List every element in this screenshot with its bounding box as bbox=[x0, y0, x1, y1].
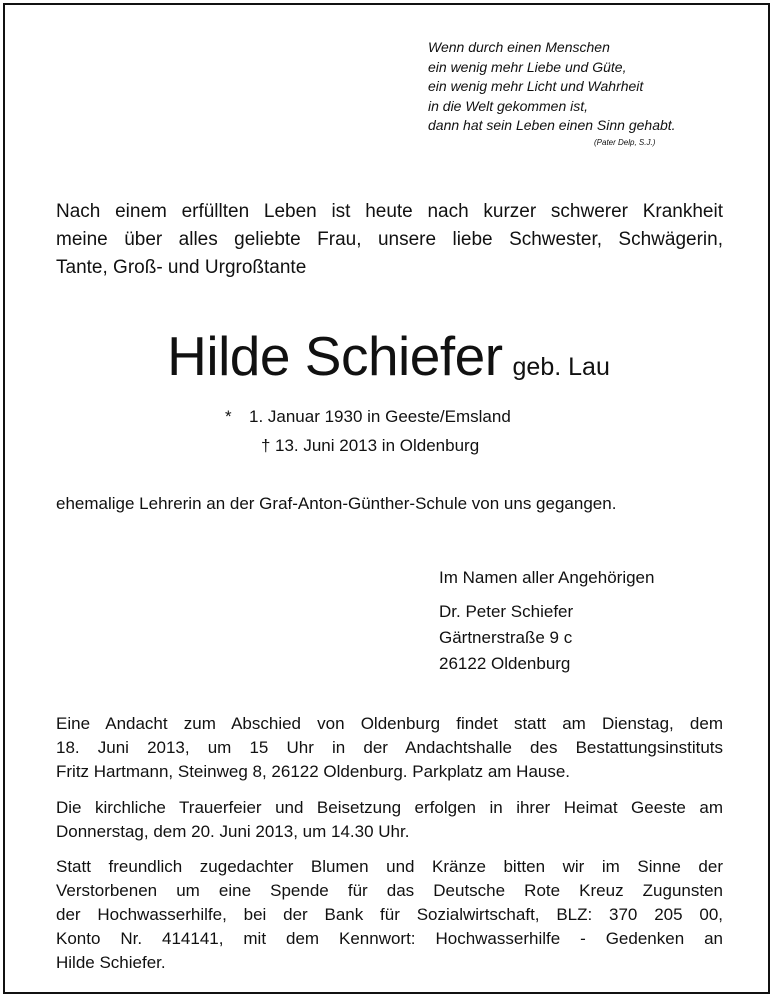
motto-line: ein wenig mehr Licht und Wahrheit bbox=[428, 78, 644, 94]
intro-paragraph bbox=[56, 198, 723, 282]
motto-line: Wenn durch einen Menschen bbox=[428, 39, 610, 55]
maiden-name: geb. Lau bbox=[512, 353, 610, 381]
notice-line: Verstorbenen um eine Spende für das Deutsche Rote Kreuz Zugunsten bbox=[56, 881, 723, 900]
intro-line: Nach einem erfüllten Leben ist heute nach kurzer schwerer Krankheit bbox=[56, 201, 723, 222]
signature-street: Gärtnerstraße 9 c bbox=[439, 628, 573, 647]
notice-line: Hilde Schiefer. bbox=[56, 953, 166, 972]
signature-intro: Im Namen aller Angehörigen bbox=[439, 568, 655, 587]
cross-icon: † bbox=[261, 436, 271, 455]
deceased-name-block bbox=[0, 324, 777, 388]
notice-line: Eine Andacht zum Abschied von Oldenburg findet statt am Dienstag, dem bbox=[56, 714, 723, 733]
birth-date: 1. Januar 1930 in Geeste/Emsland bbox=[249, 407, 511, 426]
motto-line: ein wenig mehr Liebe und Güte, bbox=[428, 58, 627, 75]
deceased-name: Hilde Schiefer bbox=[167, 325, 503, 387]
death-date: 13. Juni 2013 in Oldenburg bbox=[275, 436, 480, 455]
birth-icon: * bbox=[225, 407, 232, 426]
life-dates bbox=[225, 402, 511, 460]
role-text: ehemalige Lehrerin an der Graf-Anton-Günther-Schule von uns gegangen. bbox=[56, 494, 617, 513]
signature-city: 26122 Oldenburg bbox=[439, 654, 571, 673]
intro-line: meine über alles geliebte Frau, unsere liebe Schwester, Schwägerin, bbox=[56, 229, 723, 250]
notice-line: Konto Nr. 414141, mit dem Kennwort: Hochwasserhilfe - Gedenken an bbox=[56, 929, 723, 948]
spende-notice bbox=[56, 855, 723, 975]
signature-name: Dr. Peter Schiefer bbox=[439, 602, 574, 621]
trauerfeier-notice bbox=[56, 796, 723, 844]
notice-line: der Hochwasserhilfe, bei der Bank für Sozialwirtschaft, BLZ: 370 205 00, bbox=[56, 905, 723, 924]
intro-line: Tante, Groß- und Urgroßtante bbox=[56, 257, 307, 278]
motto-line: in die Welt gekommen ist, bbox=[428, 97, 589, 114]
notice-line: Donnerstag, dem 20. Juni 2013, um 14.30 Uhr. bbox=[56, 822, 410, 841]
notice-line: 18. Juni 2013, um 15 Uhr in der Andachtshalle des Bestattungsinstituts bbox=[56, 738, 723, 757]
motto-author: (Pater Delp, S.J.) bbox=[594, 138, 656, 147]
notice-line: Die kirchliche Trauerfeier und Beisetzung erfolgen in ihrer Heimat Geeste am bbox=[56, 798, 723, 817]
motto-line: dann hat sein Leben einen Sinn gehabt. bbox=[428, 117, 676, 133]
motto-quote bbox=[428, 38, 748, 136]
notice-line: Fritz Hartmann, Steinweg 8, 26122 Oldenburg. Parkplatz am Hause. bbox=[56, 762, 571, 781]
signature-block bbox=[439, 565, 654, 677]
notice-line: Statt freundlich zugedachter Blumen und Kränze bitten wir im Sinne der bbox=[56, 857, 723, 876]
andacht-notice bbox=[56, 712, 723, 784]
